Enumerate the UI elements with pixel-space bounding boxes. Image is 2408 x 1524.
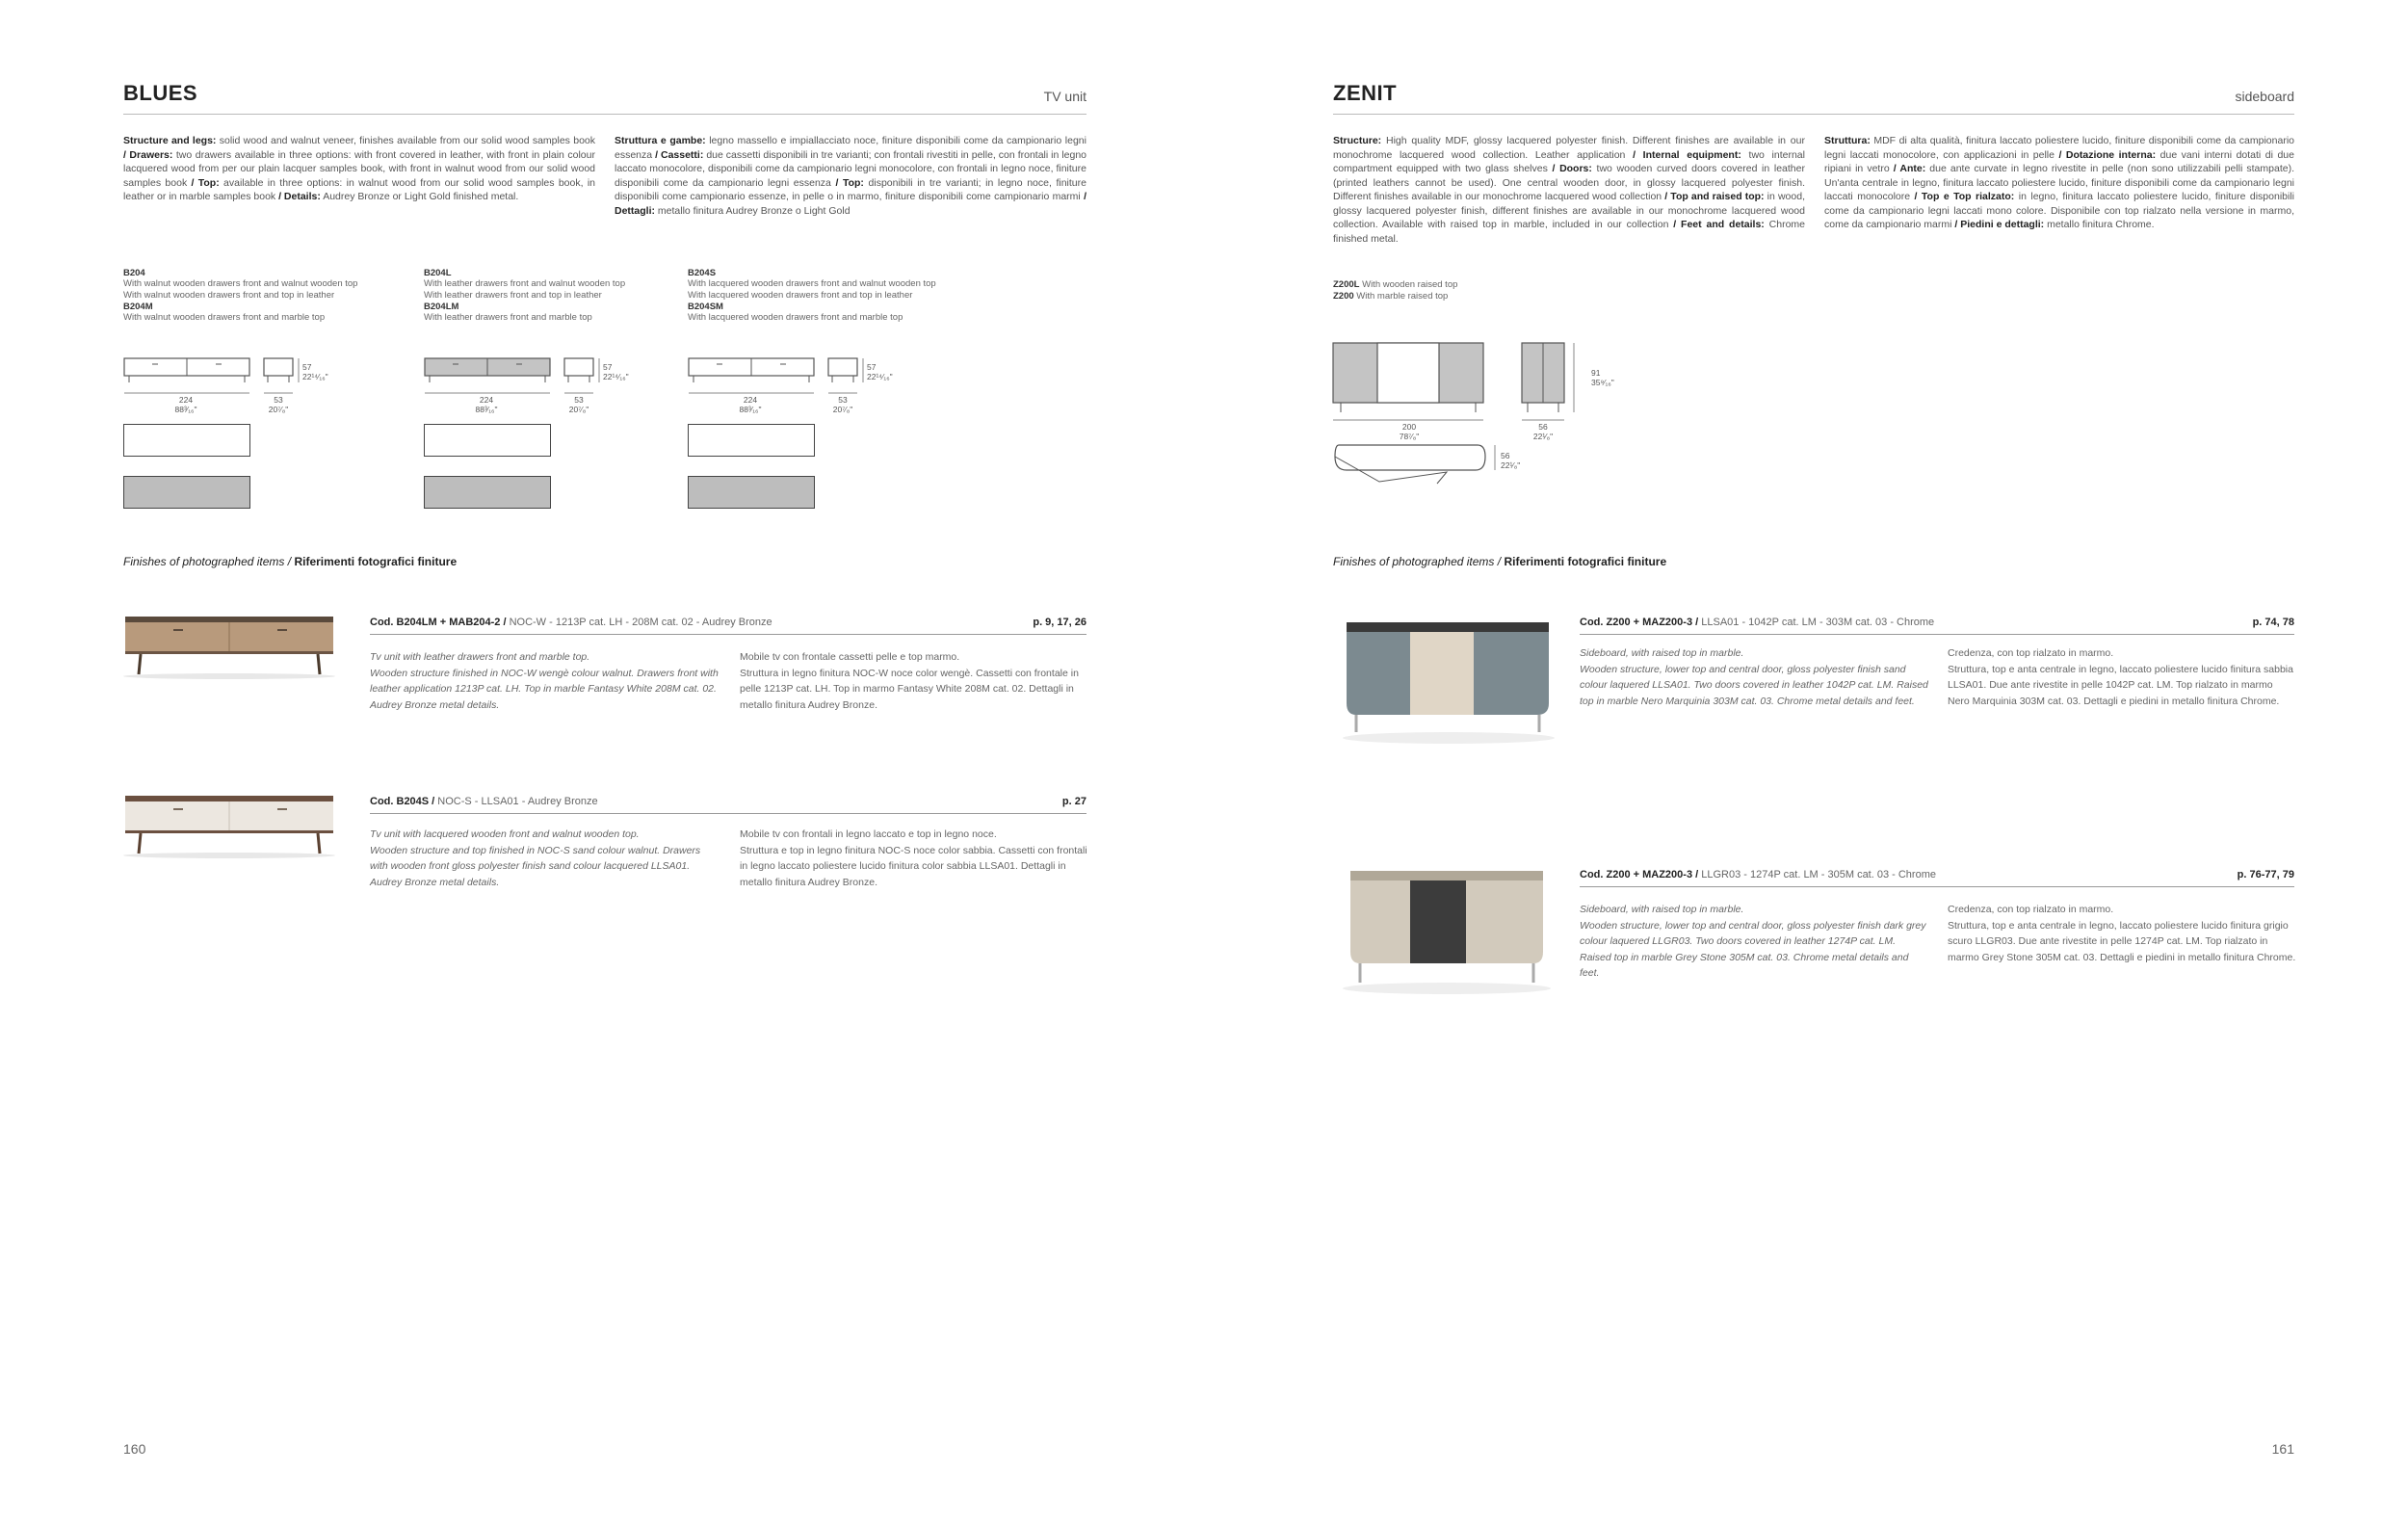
dim-height: 91 35⁹⁄₁₆" [1591, 368, 1614, 387]
description-text: in legno, finitura laccato poliestere lucido, finiture disponibili come da campionario legni laccati mono colore. Disponibile con top rialzato nella versione in marmo, come da campionario marmi [1824, 191, 2294, 230]
product-photo-z200-sand [1333, 603, 1564, 762]
description-term: / Drawers: [123, 148, 173, 161]
page-title-blues: BLUES [123, 81, 198, 105]
variant-text: With lacquered wooden drawers front and walnut wooden top [688, 278, 936, 289]
description-text: Audrey Bronze or Light Gold finished metal. [320, 191, 519, 202]
dim-depth: 56 22¹⁄₈" [1532, 422, 1554, 441]
dim-height: 57 22¹⁴⁄₁₆" [603, 362, 629, 381]
description-en [123, 134, 595, 204]
variant-text: With walnut wooden drawers front and top in leather [123, 290, 335, 301]
description-term: / Details: [278, 191, 321, 202]
page-number-right: 161 [2271, 1441, 2294, 1457]
variant-code: B204S [688, 268, 717, 278]
dim-height: 57 22¹⁴⁄₁₆" [302, 362, 328, 381]
variant-text: With walnut wooden drawers front and walnut wooden top [123, 278, 358, 289]
description-term: / Internal equipment: [1633, 148, 1741, 161]
variant-line: Z200 With marble raised top [1333, 291, 1449, 302]
dim-width: 224 88³⁄₁₆" [475, 395, 498, 414]
description-term: / Piedini e dettagli: [1954, 219, 2045, 230]
description-text: in wood, glossy lacquered polyester finish, different finishes are available in our monochrome lacquered wood collection. Available with raised top in marble, included in our collection [1333, 191, 1805, 230]
variant-text: With lacquered wooden drawers front and marble top [688, 312, 903, 323]
variant-group-1 [123, 268, 412, 324]
variant-group-zenit [1333, 279, 1622, 302]
description-text: two internal compartment equipped with two glass shelves [1333, 148, 1805, 174]
dim-depth: 53 20⁷⁄₈" [268, 395, 289, 414]
header-rule [123, 114, 1086, 115]
finishes-heading: Finishes of photographed items / Riferimenti fotografici finiture [1333, 555, 1667, 568]
tech-drawing-b204l [424, 356, 645, 429]
top-view-white [123, 424, 250, 457]
dim-width: 224 88³⁄₁₆" [739, 395, 762, 414]
description-text: High quality MDF, glossy lacquered polyester finish. Different finishes are available in our monochrome lacquered wood collection. Leather application [1333, 135, 1805, 161]
description-term: / Top: [191, 176, 220, 189]
description-text: due ante curvate in legno rivestite in pelle (non sono utilizzabili pelli stampate). Un'anta centrale in legno, finitura laccato poliestere lucido, finiture disponibili come da campionario legni laccati monocolore [1824, 163, 2294, 202]
description-term: / Doors: [1552, 163, 1592, 174]
product-description-it: Mobile tv con frontale cassetti pelle e top marmo. Struttura in legno finitura NOC-W noce color wengè. Cassetti con frontale in pelle 1213P cat. LH. Top in marmo Fantasy White 208M cat. 02. Dettagli in metallo finitura Audrey Bronze. [740, 651, 1079, 711]
top-view-marble [123, 476, 250, 509]
product-rule [1580, 886, 2294, 887]
variant-code: B204LM [424, 302, 459, 312]
product-code: Cod. B204LM + MAB204-2 / NOC-W - 1213P cat. LH - 208M cat. 02 - Audrey Bronze [370, 617, 772, 628]
page-subtitle: sideboard [2235, 89, 2294, 104]
top-view-marble [688, 476, 815, 509]
product-photo-z200-grey [1333, 855, 1564, 1014]
variant-code: B204M [123, 302, 153, 312]
top-view-white [688, 424, 815, 457]
variant-text: With walnut wooden drawers front and marble top [123, 312, 326, 323]
description-text: MDF di alta qualità, finitura laccato poliestere lucido, finiture disponibili come da campionario legni laccati monocolore, con applicazioni in pelle [1824, 135, 2294, 161]
product-code: Cod. Z200 + MAZ200-3 / LLSA01 - 1042P cat. LM - 303M cat. 03 - Chrome [1580, 617, 1935, 628]
description-text: legno massello e impiallacciato noce, finiture disponibili come da campionario legni essenza [615, 135, 1086, 161]
description-text: two wooden curved doors covered in leather (printed leathers cannot be used). One central wooden door, in glossy lacquered polyester finish. Different finishes available in our monochrome lacquered wood collection [1333, 163, 1805, 202]
product-description-en: Tv unit with leather drawers front and marble top. Wooden structure finished in NOC-W wengè colour walnut. Drawers front with leather application 1213P cat. LH. Top in marble Fantasy White 208M cat. 02. Audrey Bronze metal details. [370, 651, 719, 711]
description-term: Structure and legs: [123, 135, 217, 146]
description-term: / Top: [835, 176, 864, 189]
page-title-zenit: ZENIT [1333, 81, 1398, 105]
product-photo-b204s [119, 784, 351, 866]
description-text: two drawers available in three options: with front covered in leather, with front in plain colour lacquered wood from per our plain lacquer samples book, with front in walnut wood from our solid wood samples book [123, 148, 595, 189]
sideboard-photo [1333, 603, 1564, 757]
product-code: Cod. B204S / NOC-S - LLSA01 - Audrey Bronze [370, 796, 598, 807]
sideboard-drawing [1331, 339, 1639, 493]
description-term: / Feet and details: [1673, 219, 1765, 230]
description-term: / Top e Top rialzato: [1914, 191, 2015, 202]
product-code: Cod. Z200 + MAZ200-3 / LLGR03 - 1274P cat. LM - 305M cat. 03 - Chrome [1580, 869, 1936, 880]
header-rule [1333, 114, 2294, 115]
sideboard-photo [1333, 855, 1564, 1010]
variant-text: With lacquered wooden drawers front and top in leather [688, 290, 913, 301]
top-view-white [424, 424, 551, 457]
product-description-en: Sideboard, with raised top in marble. Wooden structure, lower top and central door, gloss polyester finish sand colour laquered LLSA01. Two doors covered in leather 1042P cat. LM. Raised top in marble Nero Marquinia 303M cat. 03. Chrome metal details and feet. [1580, 647, 1928, 707]
dim-depth-top: 56 22¹⁄₈" [1501, 451, 1521, 470]
variant-group-2 [424, 268, 674, 324]
variant-line: Z200L With wooden raised top [1333, 279, 1458, 290]
product-description-it: Mobile tv con frontali in legno laccato e top in legno noce. Struttura e top in legno finitura NOC-S noce color sabbia. Cassetti con frontali in legno laccato poliestere lucido finitura color sabbia LLSA01. Dettagli in metallo finitura Audrey Bronze. [740, 828, 1087, 888]
description-term: Struttura: [1824, 135, 1871, 146]
page-subtitle: TV unit [1043, 89, 1086, 104]
variant-code: B204SM [688, 302, 723, 312]
description-term: / Dotazione interna: [2058, 148, 2157, 161]
product-description-en: Tv unit with lacquered wooden front and walnut wooden top. Wooden structure and top finished in NOC-S sand colour walnut. Drawers with wooden front gloss polyester finish sand colour lacquered LLSA01. Audrey Bronze metal details. [370, 828, 701, 888]
product-description-it: Credenza, con top rialzato in marmo. Struttura, top e anta centrale in legno, laccato poliestere lucido finitura grigio scuro LLGR03. Due ante rivestite in pelle 1274P cat. LM. Top rialzato in marmo Grey Stone 305M cat. 03. Dettagli e piedini in metallo finitura Chrome. [1948, 904, 2296, 963]
dim-width: 224 88³⁄₁₆" [174, 395, 197, 414]
description-text: metallo finitura Audrey Bronze o Light Gold [655, 204, 851, 217]
description-term: Structure: [1333, 135, 1382, 146]
variant-text: With leather drawers front and walnut wooden top [424, 278, 626, 289]
tv-unit-photo [119, 784, 351, 861]
product-pages: p. 76-77, 79 [2237, 869, 2294, 880]
description-text: solid wood and walnut veneer, finishes available from our solid wood samples book [216, 135, 595, 146]
variant-text: With leather drawers front and marble top [424, 312, 592, 323]
product-description-en: Sideboard, with raised top in marble. Wooden structure, lower top and central door, gloss polyester finish dark grey colour laquered LLGR03. Two doors covered in leather 1274P cat. LM. Raised top in marble Grey Stone 305M cat. 03. Chrome metal details and feet. [1580, 904, 1926, 979]
product-pages: p. 27 [1061, 796, 1086, 807]
description-it [615, 134, 1086, 218]
product-photo-b204lm [119, 605, 351, 687]
dim-depth: 53 20⁷⁄₈" [568, 395, 589, 414]
description-text: metallo finitura Chrome. [2044, 219, 2155, 230]
description-en [1333, 134, 1805, 246]
description-term: / Cassetti: [655, 148, 704, 161]
description-term: / Dettagli: [615, 191, 1086, 217]
product-rule [370, 634, 1086, 635]
description-term: Struttura e gambe: [615, 135, 706, 146]
product-pages: p. 9, 17, 26 [1033, 617, 1086, 628]
product-pages: p. 74, 78 [2252, 617, 2294, 628]
dim-width: 200 78⁷⁄₈" [1399, 422, 1420, 441]
tech-drawing-z200 [1331, 339, 1639, 498]
description-text: disponibili in tre varianti; in legno noce, finiture disponibili come campionario essenze, in pelle o in marmo, finiture disponibili come campionario marmi [615, 176, 1086, 202]
description-term: / Ante: [1893, 163, 1926, 174]
tech-drawing-b204s [688, 356, 909, 429]
product-rule [1580, 634, 2294, 635]
description-text: due vani interni dotati di due ripiani in vetro [1824, 148, 2294, 174]
description-text: due cassetti disponibili in tre varianti; con frontali rivestiti in pelle, con frontali in legno laccato monocolore, disponibili come da campionario legni monocolore, con frontali in legno noce, finiture disponibili come da campionario legni essenza [615, 148, 1087, 189]
variant-text: With leather drawers front and top in leather [424, 290, 602, 301]
description-term: / Top and raised top: [1664, 191, 1765, 202]
dim-height: 57 22¹⁴⁄₁₆" [867, 362, 893, 381]
description-text: available in three options: in walnut wood from our solid wood samples book, in leather or in marble samples book [123, 176, 596, 202]
product-rule [370, 813, 1086, 814]
description-text: Chrome finished metal. [1333, 219, 1806, 245]
dim-depth: 53 20⁷⁄₈" [832, 395, 853, 414]
tv-unit-photo [119, 605, 351, 682]
page-number-left: 160 [123, 1441, 146, 1457]
variant-code: B204 [123, 268, 145, 278]
product-description-it: Credenza, con top rialzato in marmo. Struttura, top e anta centrale in legno, laccato poliestere lucido finitura sabbia LLSA01. Due ante rivestite in pelle 1042P cat. LM. Top rialzato in marmo Nero Marquinia 303M cat. 03. Dettagli e piedini in metallo finitura Chrome. [1948, 647, 2293, 707]
description-it [1824, 134, 2294, 232]
variant-group-3 [688, 268, 977, 324]
finishes-heading: Finishes of photographed items / Riferimenti fotografici finiture [123, 555, 458, 568]
tech-drawing-b204 [123, 356, 345, 429]
top-view-marble [424, 476, 551, 509]
variant-code: B204L [424, 268, 452, 278]
